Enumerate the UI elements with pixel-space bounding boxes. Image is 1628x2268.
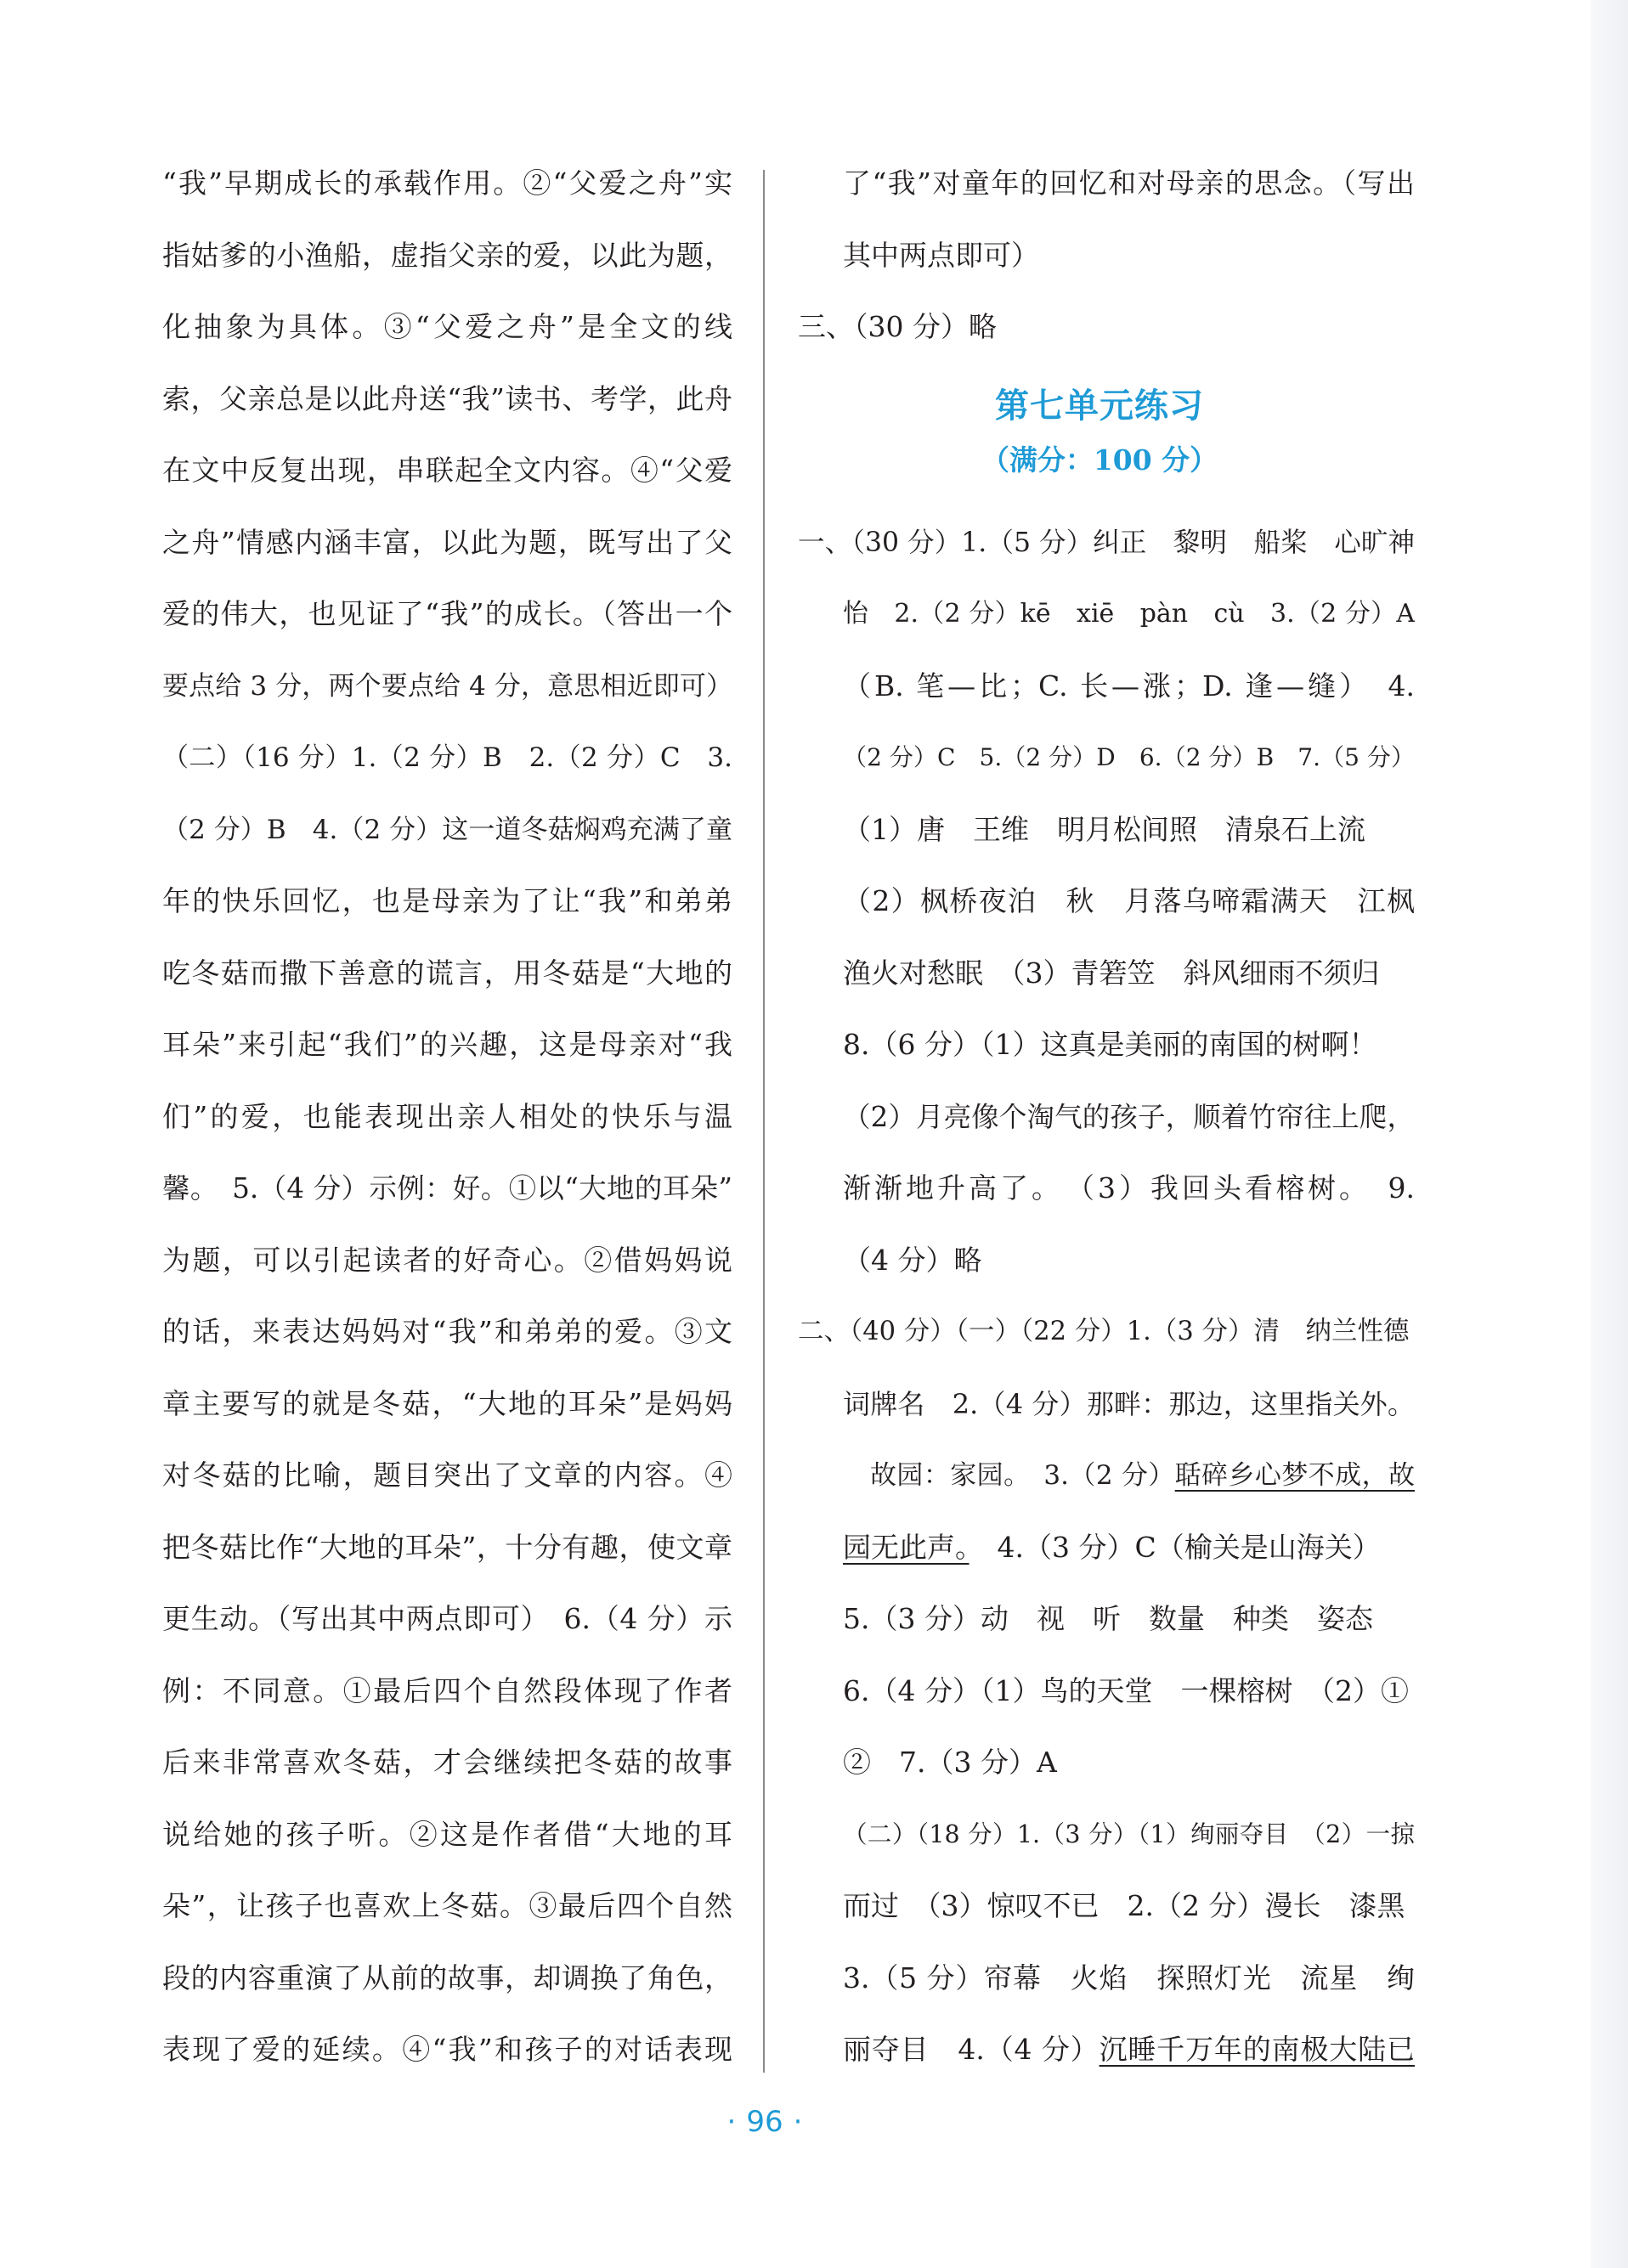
answer-line: 们”的爱，也能表现出亲人相处的快乐与温 — [162, 1099, 732, 1133]
underlined-answer: 聒碎乡心梦不成，故 — [1174, 1460, 1415, 1491]
answer-line: 怡 2.（2 分）kē xiē pàn cù 3.（2 分）A — [843, 599, 1415, 629]
answer-line: 其中两点即可） — [843, 238, 1039, 272]
answer-line: 吃冬菇而撒下善意的谎言，用冬菇是“大地的 — [162, 956, 732, 990]
page-number-value: 96 — [746, 2105, 783, 2139]
answer-line: 在文中反复出现，串联起全文内容。④“父爱 — [162, 454, 732, 487]
answer-line: 索，父亲总是以此舟送“我”读书、考学，此舟 — [162, 381, 732, 415]
answer-line: 爱的伟大，也见证了“我”的成长。（答出一个 — [162, 597, 732, 630]
answer-line: 8.（6 分）（1）这真是美丽的南国的树啊！ — [843, 1028, 1377, 1061]
answer-line: 对冬菇的比喻，题目突出了文章的内容。④ — [162, 1458, 732, 1492]
answer-line: 的话，来表达妈妈对“我”和弟弟的爱。③文 — [162, 1315, 732, 1348]
answer-text: 4.（3 分）C（榆关是山海关） — [969, 1530, 1381, 1564]
answer-text: 丽夺目 4.（4 分） — [843, 2033, 1099, 2066]
answer-line: 把冬菇比作“大地的耳朵”，十分有趣，使文章 — [162, 1530, 732, 1564]
answer-text: 故园：家园。 3.（2 分） — [870, 1460, 1175, 1491]
answer-line: 6.（4 分）（1）鸟的天堂 一棵榕树 （2）① — [843, 1673, 1409, 1707]
answer-line: 馨。 5.（4 分）示例：好。①以“大地的耳朵” — [162, 1172, 732, 1205]
answer-line: 年的快乐回忆，也是母亲为了让“我”和弟弟 — [162, 884, 732, 917]
section-subtitle-row — [798, 435, 1415, 507]
answer-line: （2 分）B 4.（2 分）这一道冬菇焖鸡充满了童 — [162, 814, 732, 845]
page-number-dot: · — [726, 2105, 737, 2139]
answer-line — [798, 1440, 1415, 1512]
answer-line: 了“我”对童年的回忆和对母亲的思念。（写出 — [843, 166, 1415, 200]
answer-line: 更生动。（写出其中两点即可） 6.（4 分）示 — [162, 1602, 732, 1635]
page-edge — [1591, 0, 1628, 2268]
answer-line: （2 分）C 5.（2 分）D 6.（2 分）B 7.（5 分） — [843, 743, 1415, 771]
answer-line: 说给她的孩子听。②这是作者借“大地的耳 — [162, 1817, 732, 1851]
answer-line: 而过 （3）惊叹不已 2.（2 分）漫长 漆黑 — [843, 1889, 1405, 1922]
answer-line — [798, 2014, 1415, 2086]
answer-line: 后来非常喜欢冬菇，才会继续把冬菇的故事 — [162, 1746, 732, 1779]
answer-line: 5.（3 分）动 视 听 数量 种类 姿态 — [843, 1602, 1373, 1635]
answer-line: 段的内容重演了从前的故事，却调换了角色， — [162, 1961, 732, 1994]
answer-line: （1）唐 王维 明月松间照 清泉石上流 — [843, 812, 1365, 846]
answer-line: 渐渐地升高了。 （3）我回头看榕树。 9. — [843, 1171, 1415, 1205]
answer-line: 化抽象为具体。③“父爱之舟”是全文的线 — [162, 310, 732, 343]
answer-line: “我”早期成长的承载作用。②“父爱之舟”实 — [162, 166, 732, 200]
answer-line: （4 分）略 — [843, 1243, 982, 1277]
section-title: 第七单元练习 — [995, 385, 1204, 426]
right-column — [798, 148, 1415, 2086]
answer-line: （2）月亮像个淘气的孩子，顺着竹帘往上爬， — [843, 1100, 1415, 1133]
answer-line: 3.（5 分）帘幕 火焰 探照灯光 流星 绚 — [843, 1961, 1415, 1994]
answer-line: 指姑爹的小渔船，虚指父亲的爱，以此为题， — [162, 238, 732, 272]
answer-line: （二）（16 分）1.（2 分）B 2.（2 分）C 3. — [162, 742, 732, 773]
answer-line: 例：不同意。①最后四个自然段体现了作者 — [162, 1673, 732, 1707]
underlined-answer: 园无此声。 — [843, 1530, 969, 1564]
page-number — [663, 2098, 867, 2146]
answer-line: 耳朵”来引起“我们”的兴趣，这是母亲对“我 — [162, 1028, 732, 1061]
answer-line: ② 7.（3 分）A — [843, 1746, 1057, 1779]
column-divider — [763, 170, 765, 2073]
page-number-dot: · — [793, 2105, 803, 2139]
section-heading-line: 二、（40 分）（一）（22 分）1.（3 分）清 纳兰性德 — [798, 1317, 1410, 1346]
answer-line: 之舟”情感内涵丰富，以此为题，既写出了父 — [162, 525, 732, 559]
section-subtitle: （满分：100 分） — [981, 443, 1218, 477]
answer-line: （二）（18 分）1.（3 分）（1）绚丽夺目 （2）一掠 — [843, 1819, 1415, 1848]
answer-line: 要点给 3 分，两个要点给 4 分，意思相近即可） — [162, 670, 732, 702]
answer-line: （B. 笔—比；C. 长—涨；D. 逢—缝） 4. — [843, 669, 1415, 702]
left-column — [162, 148, 732, 2086]
section-heading-line: 一、（30 分）1.（5 分）纠正 黎明 船桨 心旷神 — [798, 527, 1415, 558]
answer-line: 章主要写的就是冬菇，“大地的耳朵”是妈妈 — [162, 1386, 732, 1420]
answer-line: 为题，可以引起读者的好奇心。②借妈妈说 — [162, 1243, 732, 1277]
underlined-answer: 沉睡千万年的南极大陆已 — [1099, 2033, 1415, 2066]
answer-line: 词牌名 2.（4 分）那畔：那边，这里指关外。 — [843, 1387, 1415, 1420]
answer-line: 朵”，让孩子也喜欢上冬菇。③最后四个自然 — [162, 1889, 732, 1922]
answer-line: 渔火对愁眠 （3）青箬笠 斜风细雨不须归 — [843, 956, 1380, 990]
answer-line: （2）枫桥夜泊 秋 月落乌啼霜满天 江枫 — [843, 884, 1415, 917]
section-heading-line: 三、（30 分）略 — [798, 310, 997, 343]
answer-line: 表现了爱的延续。④“我”和孩子的对话表现 — [162, 2033, 732, 2066]
answer-line — [798, 1512, 1415, 1584]
